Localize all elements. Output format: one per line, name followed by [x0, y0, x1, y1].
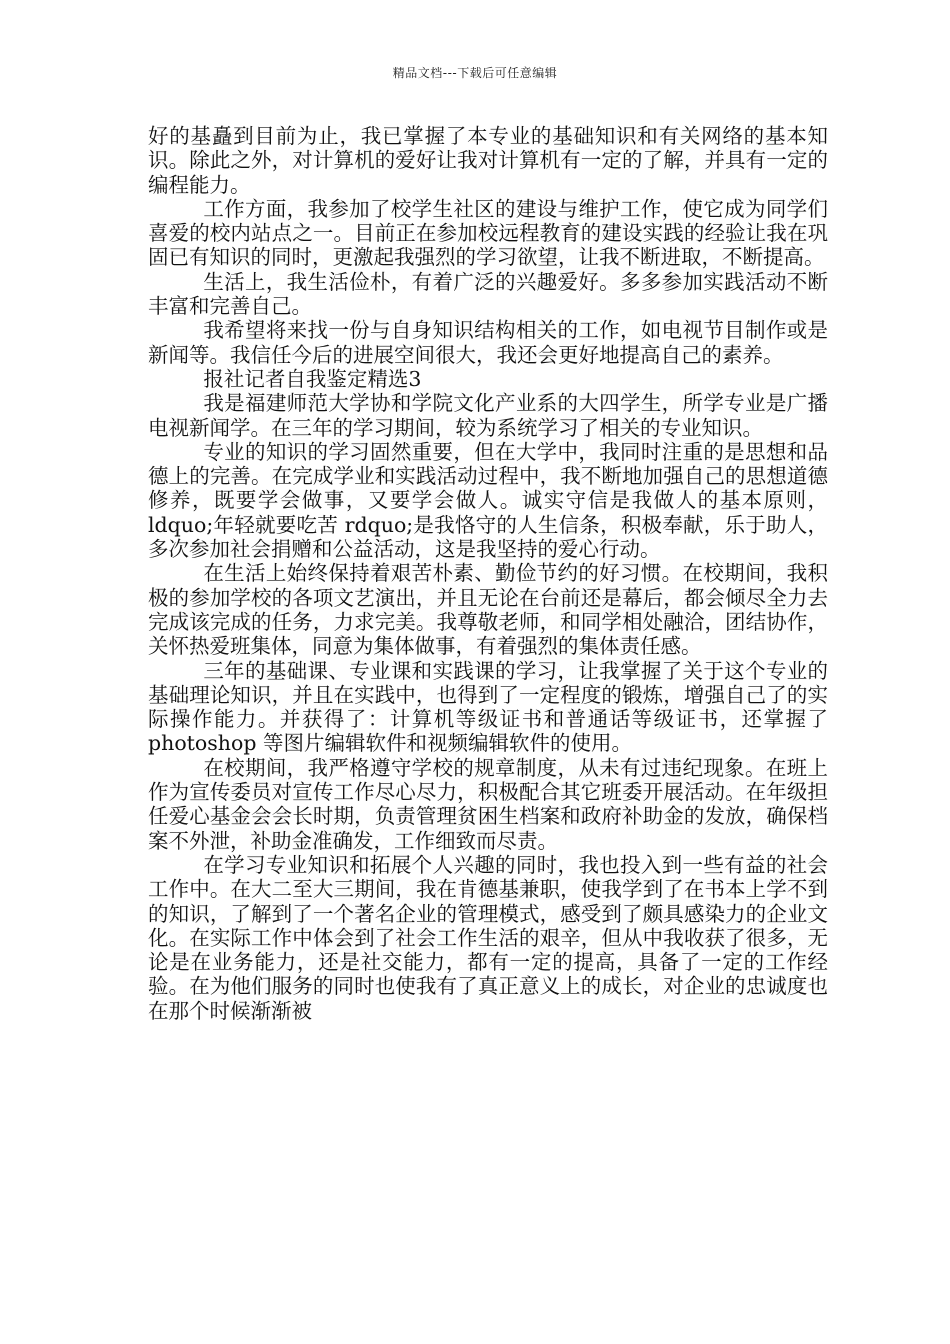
paragraph-habits: 在生活上始终保持着艰苦朴素、勤俭节约的好习惯。在校期间，我积极的参加学校的各项文艺演出，并且无论在台前还是幕后，都会倾尽全力去完成该完成的任务，力求完美。我尊敬老师，和同学相处融洽，团结协作，关怀热爱班集体，同意为集体做事，有着强烈的集体责任感。: [148, 561, 828, 659]
paragraph-morality: 专业的知识的学习固然重要，但在大学中，我同时注重的是思想和品德上的完善。在完成学业和实践活动过程中，我不断地加强自己的思想道德修养，既要学会做事，又要学会做人。诚实守信是我做人的基本原则， ldquo;年轻就要吃苦 rdquo;是我恪守的人生信条，积极奉献，乐于助人，多次参加社会捐赠和公益活动，这是我坚持的爱心行动。: [148, 439, 828, 562]
document-body: [148, 124, 828, 1023]
paragraph-intro: 我是福建师范大学协和学院文化产业系的大四学生，所学专业是广播电视新闻学。在三年的学习期间，较为系统学习了相关的专业知识。: [148, 391, 828, 440]
section-heading: 报社记者自我鉴定精选3: [203, 366, 422, 391]
paragraph-continued: 好的基矗到目前为止，我已掌握了本专业的基础知识和有关网络的基本知识。除此之外，对计算机的爱好让我对计算机有一定的了解，并具有一定的编程能力。: [148, 124, 828, 197]
paragraph-life: 生活上，我生活俭朴，有着广泛的兴趣爱好。多多参加实践活动不断丰富和完善自己。: [148, 269, 828, 319]
paragraph-courses: 三年的基础课、专业课和实践课的学习，让我掌握了关于这个专业的基础理论知识，并且在实践中，也得到了一定程度的锻炼，增强自己了的实际操作能力。并获得了：计算机等级证书和普通话等级证书，还掌握了 photoshop 等图片编辑软件和视频编辑软件的使用。: [148, 658, 828, 756]
page-header: 精品文档---下载后可任意编辑: [392, 66, 558, 80]
paragraph-discipline: 在校期间，我严格遵守学校的规章制度，从未有过违纪现象。在班上作为宣传委员对宣传工作尽心尽力，积极配合其它班委开展活动。在年级担任爱心基金会会长时期，负责管理贫困生档案和政府补助金的发放，确保档案不外泄，补助金准确发，工作细致而尽责。: [148, 755, 828, 853]
paragraph-work: 工作方面，我参加了校学生社区的建设与维护工作，使它成为同学们喜爱的校内站点之一。目前正在参加校远程教育的建设实践的经验让我在巩固已有知识的同时，更激起我强烈的学习欲望，让我不断进取，不断提高。: [148, 196, 828, 270]
paragraph-social-work: 在学习专业知识和拓展个人兴趣的同时，我也投入到一些有益的社会工作中。在大二至大三期间，我在肯德基兼职，使我学到了在书本上学不到的知识，了解到了一个著名企业的管理模式，感受到了颇具感染力的企业文化。在实际工作中体会到了社会工作生活的艰辛，但从中我收获了很多，无论是在业务能力，还是社交能力，都有一定的提高，具备了一定的工作经验。在为他们服务的同时也使我有了真正意义上的成长，对企业的忠诚度也在那个时候渐渐被: [148, 852, 828, 1023]
paragraph-hope: 我希望将来找一份与自身知识结构相关的工作，如电视节目制作或是新闻等。我信任今后的进展空间很大，我还会更好地提高自己的素养。: [148, 318, 828, 367]
